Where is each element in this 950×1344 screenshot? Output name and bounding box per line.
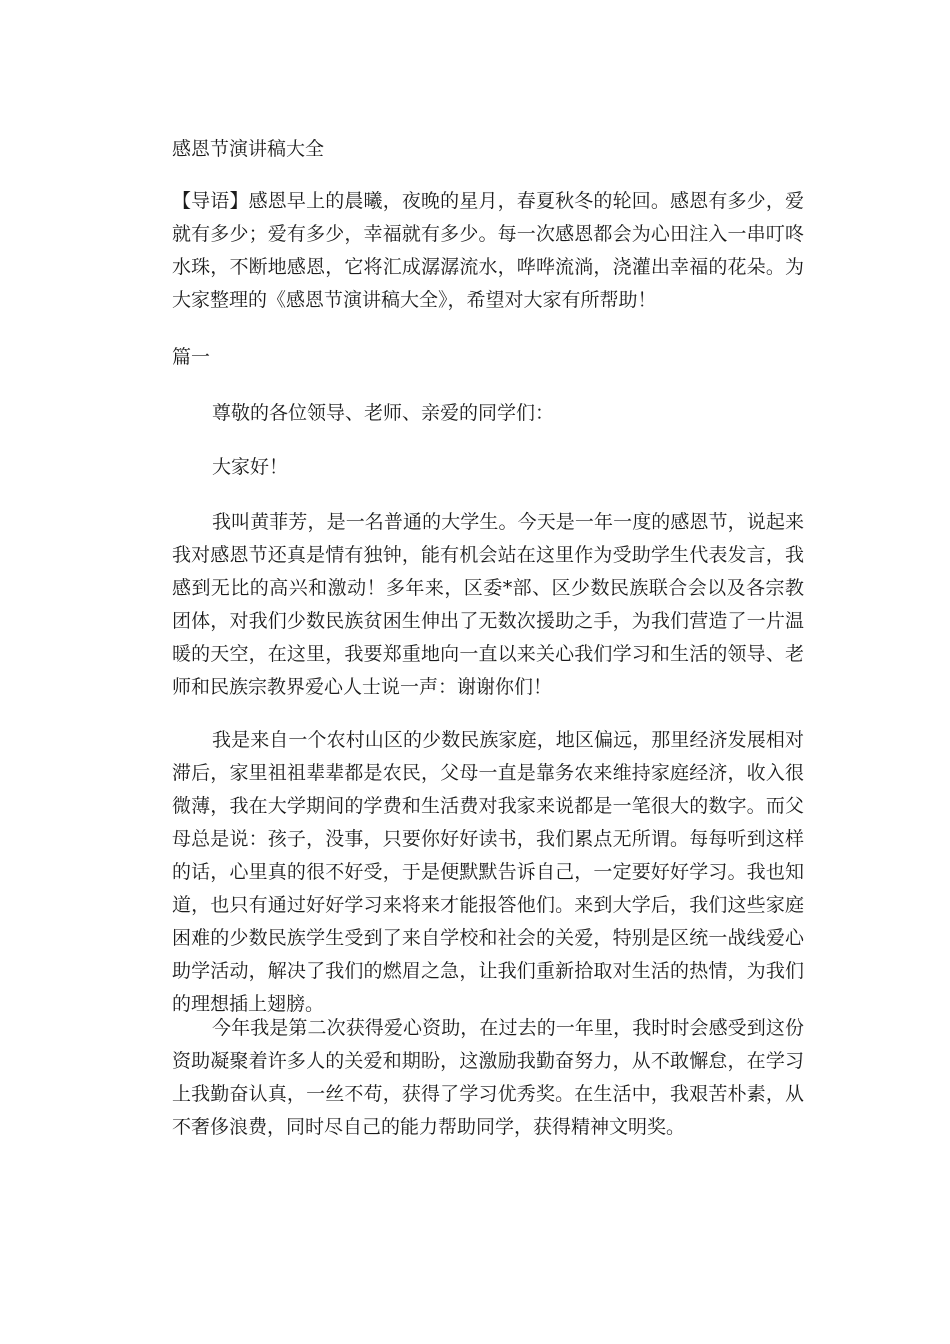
body-paragraph-2: 我是来自一个农村山区的少数民族家庭，地区偏远，那里经济发展相对滞后，家里祖祖辈辈都是农民，父母一直是靠务农来维持家庭经济，收入很微薄，我在大学期间的学费和生活费对我家来说都是一笔很大的数字。而父母总是说：孩子，没事，只要你好好读书，我们累点无所谓。每每听到这样的话，心里真的很不好受，于是便默默告诉自己，一定要好好学习。我也知道，也只有通过好好学习来将来才能报答他们。来到大学后，我们这些家庭困难的少数民族学生受到了来自学校和社会的关爱，特别是区统一战线爱心助学活动，解决了我们的燃眉之急，让我们重新拾取对生活的热情，为我们的理想插上翅膀。 xyxy=(172,729,804,1015)
greeting: 大家好！ xyxy=(212,456,289,478)
body-paragraph-1: 我叫黄菲芳，是一名普通的大学生。今天是一年一度的感恩节，说起来我对感恩节还真是情有独钟，能有机会站在这里作为受助学生代表发言，我感到无比的高兴和激动！多年来，区委*部、区少数民族联合会以及各宗教团体，对我们少数民族贫困生伸出了无数次援助之手，为我们营造了一片温暖的天空，在这里，我要郑重地向一直以来关心我们学习和生活的领导、老师和民族宗教界爱心人士说一声：谢谢你们！ xyxy=(172,511,804,698)
intro-paragraph: 【导语】感恩早上的晨曦，夜晚的星月，春夏秋冬的轮回。感恩有多少，爱就有多少；爱有多少，幸福就有多少。每一次感恩都会为心田注入一串叮咚水珠，不断地感恩，它将汇成潺潺流水，哗哗流淌，浇灌出幸福的花朵。为大家整理的《感恩节演讲稿大全》，希望对大家有所帮助！ xyxy=(172,190,804,311)
document-title: 感恩节演讲稿大全 xyxy=(172,138,325,160)
salutation: 尊敬的各位领导、老师、亲爱的同学们： xyxy=(212,402,555,424)
section-heading: 篇一 xyxy=(172,346,211,368)
body-paragraph-3: 今年我是第二次获得爱心资助，在过去的一年里，我时时会感受到这份资助凝聚着许多人的关爱和期盼，这激励我勤奋努力，从不敢懈怠，在学习上我勤奋认真，一丝不苟，获得了学习优秀奖。在生活中，我艰苦朴素，从不奢侈浪费，同时尽自己的能力帮助同学，获得精神文明奖。 xyxy=(172,1017,804,1138)
